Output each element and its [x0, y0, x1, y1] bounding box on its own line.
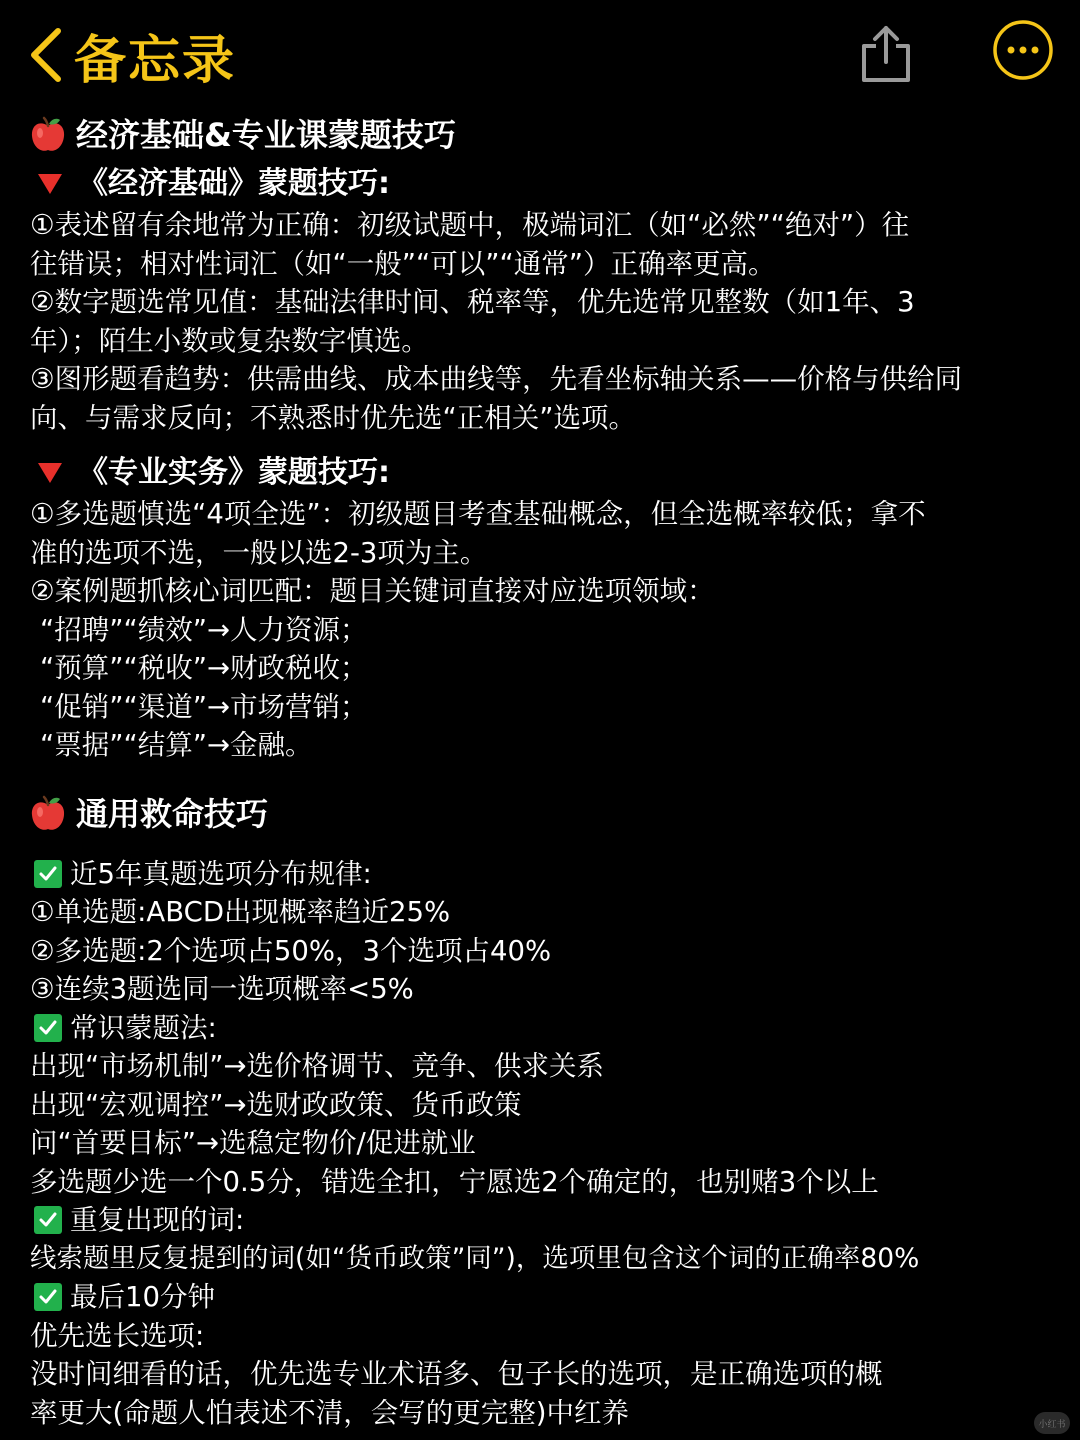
section-heading-practice: 《专业实务》蒙题技巧:: [30, 451, 1060, 495]
text-line: ②案例题抓核心词匹配：题目关键词直接对应选项领域：: [30, 575, 715, 607]
check-icon: [34, 1283, 62, 1311]
text-line: ①表述留有余地常为正确：初级试题中，极端词汇（如“必然”“绝对”）往: [30, 209, 910, 241]
red-triangle-icon: [38, 463, 62, 483]
note-title-row: [30, 108, 1060, 162]
text-line: ③连续3题选同一选项概率<5%: [30, 973, 414, 1005]
chevron-left-icon: [26, 27, 66, 83]
check-item: 最后10分钟: [30, 1278, 1060, 1317]
check-icon: [34, 1206, 62, 1234]
check-item: 近5年真题选项分布规律:: [30, 855, 1060, 894]
text-line: 向、与需求反向；不熟悉时优先选“正相关”选项。: [30, 401, 636, 434]
apple-icon: [30, 795, 66, 833]
text-line: “票据”“结算”→金融。: [40, 729, 313, 761]
check-item: 常识蒙题法:: [30, 1009, 1060, 1048]
section-heading-economics: 《经济基础》蒙题技巧:: [30, 162, 1060, 206]
text-line: 往错误；相对性词汇（如“一般”“可以”“通常”）正确率更高。: [30, 247, 776, 280]
text-line: “预算”“税收”→财政税收；: [40, 652, 368, 684]
section-heading-general: 通用救命技巧: [30, 787, 1060, 841]
text-line: 出现“市场机制”→选价格调节、竞争、供求关系: [30, 1050, 605, 1082]
note-title: 经济基础&专业课蒙题技巧: [76, 116, 456, 154]
back-button[interactable]: [26, 20, 236, 90]
text-line: ③图形题看趋势：供需曲线、成本曲线等，先看坐标轴关系——价格与供给同: [30, 363, 963, 395]
text-line: 没时间细看的话，优先选专业术语多、包子长的选项，是正确选项的概: [30, 1358, 883, 1390]
text-line: 准的选项不选，一般以选2-3项为主。: [30, 536, 488, 569]
text-line: 多选题少选一个0.5分，错选全扣，宁愿选2个确定的，也别赌3个以上: [30, 1165, 879, 1198]
back-label: 备忘录: [74, 30, 237, 91]
text-line: ②数字题选常见值：基础法律时间、税率等，优先选常见整数（如1年、3: [30, 286, 915, 318]
text-line: “促销”“渠道”→市场营销；: [40, 690, 368, 723]
text-line: 出现“宏观调控”→选财政政策、货币政策: [30, 1088, 522, 1121]
text-line: 问“首要目标”→选稳定物价/促进就业: [30, 1127, 476, 1159]
more-icon[interactable]: [992, 19, 1054, 81]
nav-bar: [0, 0, 1080, 110]
text-line: 年）；陌生小数或复杂数字慎选。: [30, 324, 429, 357]
share-icon[interactable]: [858, 24, 914, 84]
watermark: 小红书: [1034, 1412, 1070, 1434]
check-icon: [34, 1014, 62, 1042]
text-line: ①单选题:ABCD出现概率趋近25%: [30, 896, 451, 928]
text-line: ②多选题:2个选项占50%，3个选项占40%: [30, 934, 552, 967]
check-icon: [34, 860, 62, 888]
apple-icon: [30, 116, 66, 154]
red-triangle-icon: [38, 174, 62, 194]
check-item: 重复出现的词:: [30, 1201, 1060, 1240]
text-line: 线索题里反复提到的词(如“货币政策”同”)，选项里包含这个词的正确率80%: [30, 1242, 920, 1274]
text-line: ①多选题慎选“4项全选”：初级题目考查基础概念，但全选概率较低；拿不: [30, 498, 926, 530]
text-line: 率更大(命题人怕表述不清，会写的更完整)中红养: [30, 1396, 629, 1429]
text-line: 优先选长选项:: [30, 1319, 205, 1352]
text-line: “招聘”“绩效”→人力资源；: [40, 613, 368, 646]
note-content: [30, 108, 1060, 1432]
